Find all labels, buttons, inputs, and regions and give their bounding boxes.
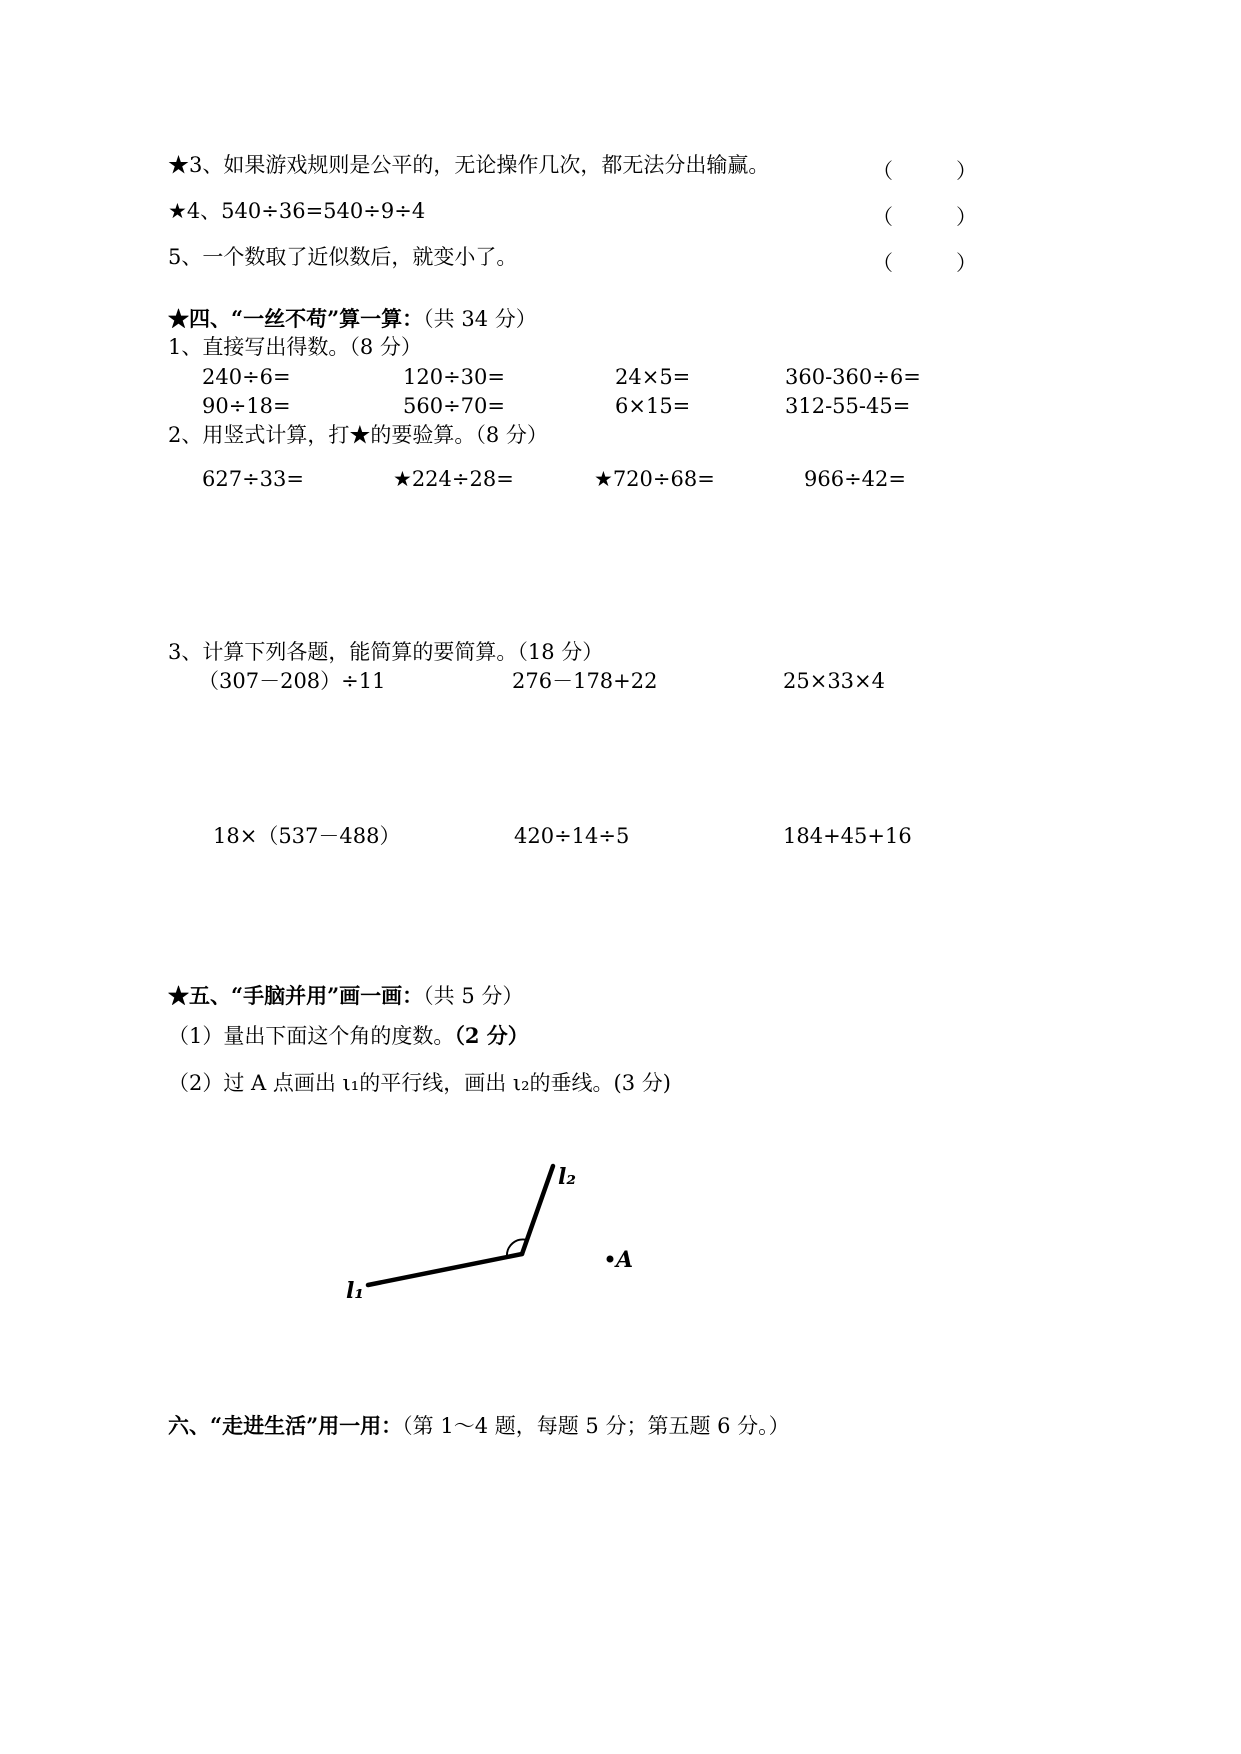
q1-title: 1、直接写出得数。（8 分）	[168, 335, 422, 359]
section-4-heading	[168, 308, 537, 330]
q2-title: 2、用竖式计算，打★的要验算。（8 分）	[168, 423, 548, 447]
simplify-calc-item: 420÷14÷5	[514, 824, 630, 848]
simplify-calc-item: 25×33×4	[783, 669, 885, 693]
section-4-score: （共 34 分）	[423, 307, 537, 331]
judge-item-4: ★4、540÷36=540÷9÷4	[168, 199, 426, 223]
point-a	[607, 1256, 614, 1263]
section-5-q1	[168, 1025, 529, 1047]
section-6-title: 六、“走进生活”用一用：	[168, 1413, 403, 1438]
label-l1: l₁	[346, 1278, 364, 1304]
vertical-calc-item: 966÷42=	[804, 467, 906, 491]
angle-figure	[330, 1150, 660, 1310]
answer-blank-5[interactable]: （ ）	[872, 251, 977, 275]
section-5-score: （共 5 分）	[423, 984, 524, 1008]
vertical-calc-item: ★224÷28=	[393, 467, 514, 491]
mental-calc-item: 240÷6=	[202, 365, 291, 389]
mental-calc-item: 24×5=	[615, 365, 691, 389]
judge-item-3: ★3、如果游戏规则是公平的，无论操作几次，都无法分出输赢。	[168, 153, 770, 177]
label-a: A	[616, 1247, 634, 1273]
section-5-q1-score: （2 分）	[454, 1023, 529, 1048]
simplify-calc-item: 276－178+22	[512, 669, 658, 693]
section-5-title: ★五、“手脑并用”画一画：	[168, 983, 424, 1008]
vertical-calc-item: ★720÷68=	[594, 467, 715, 491]
answer-blank-4[interactable]: （ ）	[872, 205, 977, 229]
label-l2: l₂	[558, 1164, 576, 1190]
judge-item-5: 5、一个数取了近似数后，就变小了。	[168, 245, 518, 269]
q3-title: 3、计算下列各题，能简算的要简算。（18 分）	[168, 640, 604, 664]
section-5-q1-text: （1）量出下面这个角的度数。	[168, 1024, 455, 1048]
simplify-calc-item: 18×（537－488）	[213, 824, 401, 848]
section-5-heading	[168, 985, 523, 1007]
line-l1	[368, 1254, 522, 1285]
mental-calc-item: 560÷70=	[403, 394, 505, 418]
answer-blank-3[interactable]: （ ）	[872, 159, 977, 183]
section-6-heading	[168, 1415, 790, 1437]
section-5-q2: （2）过 A 点画出 ι₁的平行线，画出 ι₂的垂线。(3 分)	[168, 1071, 671, 1095]
simplify-calc-item: （307－208）÷11	[198, 669, 386, 693]
section-6-score: （第 1～4 题，每题 5 分；第五题 6 分。）	[402, 1414, 790, 1438]
mental-calc-item: 120÷30=	[403, 365, 505, 389]
simplify-calc-item: 184+45+16	[783, 824, 912, 848]
mental-calc-item: 6×15=	[615, 394, 691, 418]
mental-calc-item: 90÷18=	[202, 394, 291, 418]
mental-calc-item: 312-55-45=	[785, 394, 911, 418]
mental-calc-item: 360-360÷6=	[785, 365, 921, 389]
vertical-calc-item: 627÷33=	[202, 467, 304, 491]
section-4-title: ★四、“一丝不苟”算一算：	[168, 306, 424, 331]
